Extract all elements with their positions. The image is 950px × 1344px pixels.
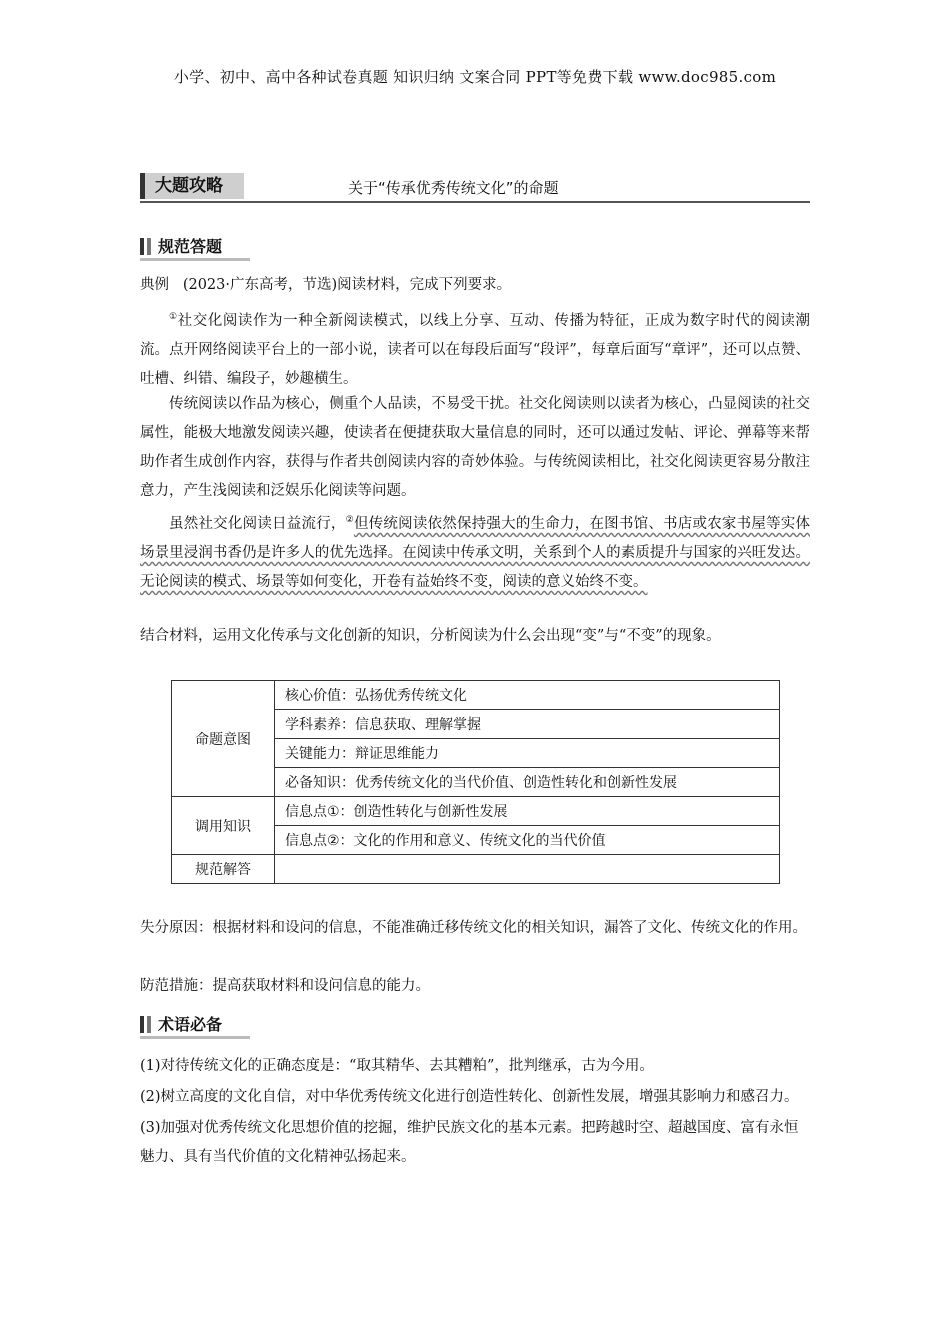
heading-bar-icon bbox=[147, 1016, 151, 1033]
table-row bbox=[172, 797, 780, 826]
intent-core-value: 核心价值：弘扬优秀传统文化 bbox=[275, 681, 780, 710]
term-list bbox=[140, 1052, 810, 1174]
intent-knowledge: 必备知识：优秀传统文化的当代价值、创造性转化和创新性发展 bbox=[275, 768, 780, 797]
knowledge-label: 调用知识 bbox=[172, 797, 275, 855]
heading-bar-icon bbox=[140, 1016, 144, 1033]
answer-cell bbox=[275, 855, 780, 884]
material-text-3-wavy: 但传统阅读依然保持强大的生命力，在图书馆、书店或农家书屋等实体场景里浸润书香仍是许多人的优先选择。在阅读中传承文明，关系到个人的素质提升与国家的兴旺发达。无论阅读的模式、场景等如何变化，开卷有益始终不变，阅读的意义始终不变。 bbox=[140, 515, 811, 590]
prevention-measure: 防范措施：提高获取材料和设问信息的能力。 bbox=[140, 978, 430, 994]
list-item: (2)树立高度的文化自信，对中华优秀传统文化进行创造性转化、创新性发展，增强其影响力和感召力。 bbox=[140, 1089, 799, 1105]
knowledge-point-2: 信息点②：文化的作用和意义、传统文化的当代价值 bbox=[275, 826, 780, 855]
answer-label: 规范解答 bbox=[172, 855, 275, 884]
subheading-label: 规范答题 bbox=[158, 237, 223, 256]
subheading-label: 术语必备 bbox=[158, 1015, 223, 1034]
intent-literacy: 学科素养：信息获取、理解掌握 bbox=[275, 710, 780, 739]
table-row bbox=[172, 681, 780, 710]
knowledge-point-1: 信息点①：创造性转化与创新性发展 bbox=[275, 797, 780, 826]
table-row bbox=[172, 855, 780, 884]
example-source bbox=[140, 271, 810, 300]
intent-label: 命题意图 bbox=[172, 681, 275, 797]
marker-1: ① bbox=[169, 312, 178, 322]
question-intent-table bbox=[171, 680, 780, 884]
list-item: (1)对待传统文化的正确态度是：“取其精华、去其糟粕”，批判继承，古为今用。 bbox=[140, 1058, 654, 1074]
material-paragraph-2 bbox=[140, 390, 810, 506]
heading-bar-icon bbox=[140, 238, 144, 255]
example-lead: 典例 bbox=[140, 277, 169, 293]
subheading-answer-norms bbox=[140, 236, 250, 261]
section-header bbox=[140, 173, 810, 203]
material-text-1: 社交化阅读作为一种全新阅读模式，以线上分享、互动、传播为特征，正成为数字时代的阅读潮流。点开网络阅读平台上的一部小说，读者可以在每段后面写“段评”，每章后面写“章评”，还可以点赞、吐槽、纠错、编段子，妙趣横生。 bbox=[140, 312, 810, 387]
section-badge: 大题攻略 bbox=[140, 173, 244, 199]
subheading-terms bbox=[140, 1014, 250, 1039]
intent-ability: 关键能力：辩证思维能力 bbox=[275, 739, 780, 768]
loss-reason: 失分原因：根据材料和设问的信息，不能准确迁移传统文化的相关知识，漏答了文化、传统文化的作用。 bbox=[140, 920, 807, 936]
material-paragraph-3 bbox=[140, 506, 810, 597]
heading-bar-icon bbox=[147, 238, 151, 255]
list-item: (3)加强对优秀传统文化思想价值的挖掘，维护民族文化的基本元素。把跨越时空、超越国度、富有永恒魅力、具有当代价值的文化精神弘扬起来。 bbox=[140, 1120, 799, 1165]
material-text-2: 传统阅读以作品为核心，侧重个人品读，不易受干扰。社交化阅读则以读者为核心，凸显阅读的社交属性，能极大地激发阅读兴趣，使读者在便捷获取大量信息的同时，还可以通过发帖、评论、弹幕等来帮助作者生成创作内容，获得与作者共创阅读内容的奇妙体验。与传统阅读相比，社交化阅读更容易分散注意力，产生浅阅读和泛娱乐化阅读等问题。 bbox=[140, 396, 810, 499]
material-text-3-pre: 虽然社交化阅读日益流行， bbox=[169, 515, 346, 532]
example-source-text: (2023·广东高考，节选)阅读材料，完成下列要求。 bbox=[182, 277, 512, 293]
marker-2: ② bbox=[345, 515, 354, 525]
question-text: 结合材料，运用文化传承与文化创新的知识，分析阅读为什么会出现“变”与“不变”的现象。 bbox=[140, 628, 721, 644]
material-paragraph-1 bbox=[140, 303, 810, 394]
site-banner: 小学、初中、高中各种试卷真题 知识归纳 文案合同 PPT等免费下载 www.doc985.com bbox=[173, 68, 777, 86]
section-title: 关于“传承优秀传统文化”的命题 bbox=[348, 179, 559, 197]
